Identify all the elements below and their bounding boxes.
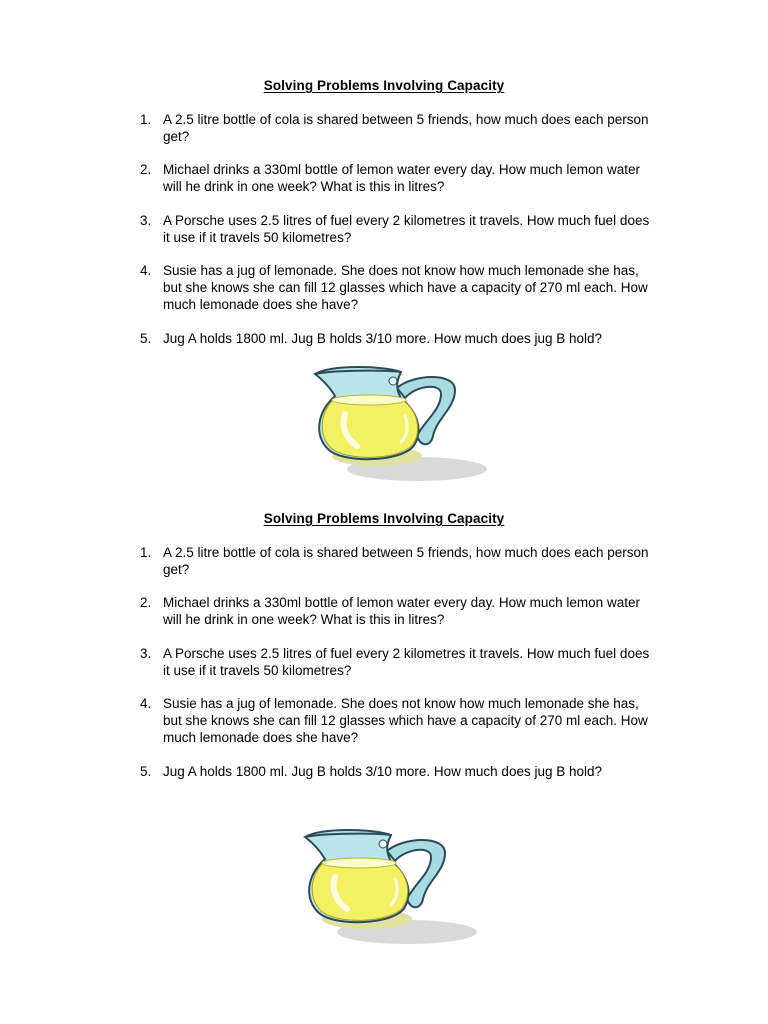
question-1	[140, 111, 660, 145]
question-text: Michael drinks a 330ml bottle of lemon water every day. How much lemon water will he drink in one week? What is this in litres?	[163, 162, 640, 194]
worksheet-title: Solving Problems Involving Capacity	[263, 78, 505, 93]
question-number: 2.	[140, 595, 152, 610]
question-text: A Porsche uses 2.5 litres of fuel every 2 kilometres it travels. How much fuel does it use if it travels 50 kilometres?	[163, 646, 650, 678]
question-number: 4.	[140, 263, 152, 278]
question-number: 3.	[140, 213, 152, 228]
question-text: Jug A holds 1800 ml. Jug B holds 3/10 more. How much does jug B hold?	[163, 764, 603, 779]
question-1	[140, 544, 660, 578]
question-text: A Porsche uses 2.5 litres of fuel every 2 kilometres it travels. How much fuel does it use if it travels 50 kilometres?	[163, 213, 650, 245]
question-number: 5.	[140, 764, 152, 779]
question-text: Michael drinks a 330ml bottle of lemon water every day. How much lemon water will he drink in one week? What is this in litres?	[163, 595, 640, 627]
worksheet-title: Solving Problems Involving Capacity	[263, 511, 505, 526]
question-2	[140, 594, 660, 628]
question-number: 3.	[140, 646, 152, 661]
question-number: 5.	[140, 331, 152, 346]
question-3	[140, 645, 660, 679]
question-text: A 2.5 litre bottle of cola is shared between 5 friends, how much does each person get?	[163, 545, 649, 577]
question-5	[140, 330, 660, 347]
question-number: 4.	[140, 696, 152, 711]
question-2	[140, 161, 660, 195]
question-number: 2.	[140, 162, 152, 177]
question-text: Susie has a jug of lemonade. She does not know how much lemonade she has, but she knows she can fill 12 glasses which have a capacity of 270 ml each. How much lemonade does she have?	[163, 263, 648, 312]
lemonade-jug-icon	[295, 829, 480, 947]
question-text: Jug A holds 1800 ml. Jug B holds 3/10 more. How much does jug B hold?	[163, 331, 603, 346]
question-number: 1.	[140, 545, 152, 560]
question-4	[140, 262, 660, 313]
question-text: A 2.5 litre bottle of cola is shared between 5 friends, how much does each person get?	[163, 112, 649, 144]
question-text: Susie has a jug of lemonade. She does not know how much lemonade she has, but she knows she can fill 12 glasses which have a capacity of 270 ml each. How much lemonade does she have?	[163, 696, 648, 745]
question-3	[140, 212, 660, 246]
lemonade-jug-icon	[305, 366, 490, 484]
question-5	[140, 763, 660, 780]
question-number: 1.	[140, 112, 152, 127]
question-4	[140, 695, 660, 746]
